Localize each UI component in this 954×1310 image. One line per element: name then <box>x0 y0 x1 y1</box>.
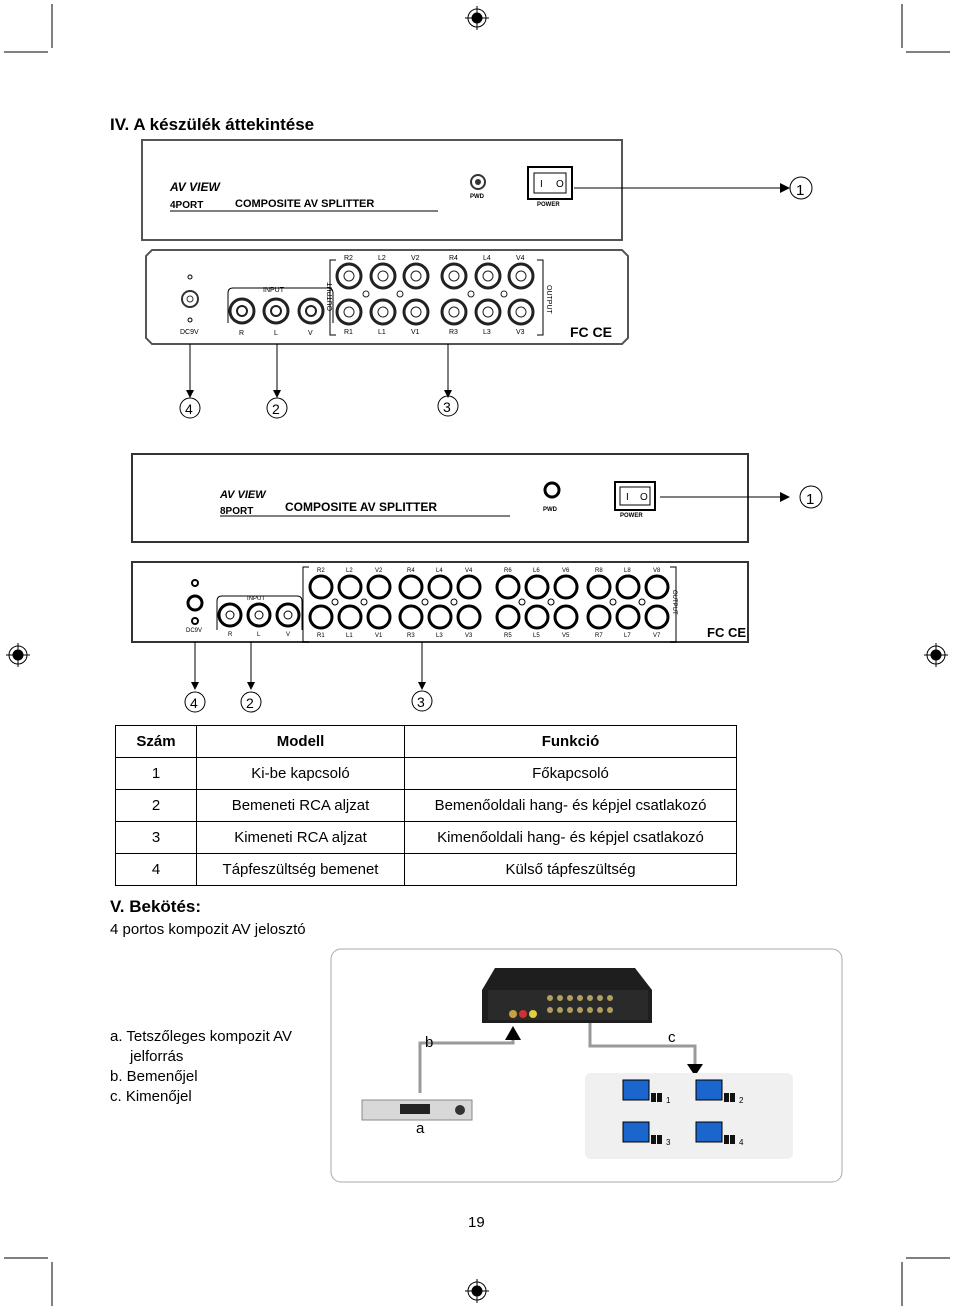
svg-text:R: R <box>239 330 245 337</box>
svg-text:4: 4 <box>739 1138 744 1147</box>
svg-text:L1: L1 <box>346 633 353 639</box>
svg-text:O: O <box>640 492 648 503</box>
svg-text:V4: V4 <box>465 568 473 574</box>
svg-text:R4: R4 <box>407 568 415 574</box>
svg-text:R: R <box>228 632 233 638</box>
svg-text:L2: L2 <box>378 255 386 262</box>
svg-text:R3: R3 <box>449 329 458 336</box>
svg-text:c: c <box>668 1029 676 1046</box>
svg-text:L7: L7 <box>624 633 631 639</box>
table-header-row <box>116 726 737 758</box>
registration-mark-right <box>924 643 948 667</box>
svg-text:V2: V2 <box>375 568 383 574</box>
section-5-subtitle: 4 portos kompozit AV jelosztó <box>110 921 306 938</box>
back-panel-8 <box>132 562 748 642</box>
svg-text:V7: V7 <box>653 633 661 639</box>
svg-text:2: 2 <box>272 401 280 417</box>
svg-text:1: 1 <box>806 491 815 508</box>
certification-marks: FC CE <box>570 324 612 340</box>
components-table <box>115 725 737 886</box>
svg-text:AV VIEW: AV VIEW <box>220 489 266 501</box>
svg-text:L3: L3 <box>436 633 443 639</box>
table-cell: 2 <box>116 790 197 822</box>
svg-text:4: 4 <box>185 401 193 417</box>
svg-text:L5: L5 <box>533 633 540 639</box>
svg-text:I: I <box>626 492 629 503</box>
svg-text:R2: R2 <box>317 568 325 574</box>
svg-text:L2: L2 <box>346 568 353 574</box>
table-cell: 1 <box>116 758 197 790</box>
section-5-title: V. Bekötés: <box>110 897 202 916</box>
brand-label: AV VIEW <box>170 180 220 194</box>
svg-text:1: 1 <box>666 1096 671 1105</box>
device-8port-diagram <box>125 450 835 720</box>
svg-text:R1: R1 <box>317 633 325 639</box>
table-cell: 4 <box>116 854 197 886</box>
table-cell: Kimeneti RCA aljzat <box>197 822 405 854</box>
table-cell: 3 <box>116 822 197 854</box>
svg-text:INPUT: INPUT <box>263 287 284 294</box>
table-row <box>116 822 737 854</box>
svg-text:3: 3 <box>417 694 425 710</box>
svg-text:L: L <box>274 330 278 337</box>
svg-text:4: 4 <box>190 695 198 711</box>
table-cell: Tápfeszültség bemenet <box>197 854 405 886</box>
svg-text:3: 3 <box>666 1138 671 1147</box>
svg-text:V6: V6 <box>562 568 570 574</box>
registration-mark-top <box>465 6 489 30</box>
svg-text:I: I <box>540 179 543 190</box>
table-cell: Külső tápfeszültség <box>405 854 737 886</box>
svg-text:a: a <box>416 1120 425 1137</box>
table-cell: Bemeneti RCA aljzat <box>197 790 405 822</box>
legend-b: b. Bemenőjel <box>110 1068 198 1085</box>
svg-text:FC CE: FC CE <box>707 625 746 640</box>
svg-text:R7: R7 <box>595 633 603 639</box>
svg-text:OUTPUT: OUTPUT <box>671 590 677 615</box>
svg-text:COMPOSITE AV SPLITTER: COMPOSITE AV SPLITTER <box>285 500 438 514</box>
svg-text:V1: V1 <box>375 633 383 639</box>
port-label: 4PORT <box>170 200 204 211</box>
svg-text:PWD: PWD <box>470 194 484 200</box>
svg-text:V1: V1 <box>411 329 420 336</box>
svg-text:DC9V: DC9V <box>180 329 199 336</box>
page-number: 19 <box>468 1214 485 1231</box>
svg-text:L1: L1 <box>378 329 386 336</box>
svg-text:POWER: POWER <box>537 202 560 208</box>
table-row <box>116 758 737 790</box>
svg-text:O: O <box>556 179 564 190</box>
connection-legend <box>110 1027 292 1107</box>
svg-text:8PORT: 8PORT <box>220 506 254 517</box>
section-4-title: IV. A készülék áttekintése <box>110 115 315 134</box>
svg-text:R2: R2 <box>344 255 353 262</box>
svg-text:R8: R8 <box>595 568 603 574</box>
svg-text:2: 2 <box>246 695 254 711</box>
table-cell: Kimenőoldali hang- és képjel csatlakozó <box>405 822 737 854</box>
svg-text:POWER: POWER <box>620 513 643 519</box>
splitter-device-image <box>482 968 652 1023</box>
device-4port-diagram <box>100 135 840 425</box>
svg-text:OUTPUT: OUTPUT <box>327 282 334 311</box>
svg-text:L4: L4 <box>436 568 443 574</box>
svg-text:V2: V2 <box>411 255 420 262</box>
registration-mark-left <box>6 643 30 667</box>
svg-text:OUTPUT: OUTPUT <box>545 285 552 314</box>
svg-text:V3: V3 <box>516 329 525 336</box>
svg-text:R6: R6 <box>504 568 512 574</box>
svg-text:V8: V8 <box>653 568 661 574</box>
svg-text:b: b <box>425 1034 434 1051</box>
model-label: COMPOSITE AV SPLITTER <box>235 198 375 210</box>
table-cell: Bemenőoldali hang- és képjel csatlakozó <box>405 790 737 822</box>
table-cell: Ki-be kapcsoló <box>197 758 405 790</box>
svg-text:V: V <box>286 632 291 638</box>
table-row <box>116 790 737 822</box>
svg-text:PWD: PWD <box>543 507 557 513</box>
svg-text:L4: L4 <box>483 255 491 262</box>
table-row <box>116 854 737 886</box>
svg-text:L3: L3 <box>483 329 491 336</box>
svg-text:1: 1 <box>796 182 805 199</box>
header-modell: Modell <box>197 726 405 758</box>
svg-text:R5: R5 <box>504 633 512 639</box>
legend-a: a. Tetszőleges kompozit AV <box>110 1028 293 1045</box>
svg-text:DC9V: DC9V <box>186 628 203 634</box>
source-device-image <box>362 1100 472 1120</box>
legend-c: c. Kimenőjel <box>110 1088 192 1105</box>
legend-a-cont: jelforrás <box>130 1048 184 1065</box>
svg-text:V5: V5 <box>562 633 570 639</box>
svg-text:V: V <box>308 330 313 337</box>
svg-text:L8: L8 <box>624 568 631 574</box>
svg-text:L6: L6 <box>533 568 540 574</box>
registration-mark-bottom <box>465 1279 489 1303</box>
header-szam: Szám <box>116 726 197 758</box>
svg-text:2: 2 <box>739 1096 744 1105</box>
svg-text:V4: V4 <box>516 255 525 262</box>
connection-diagram <box>330 948 844 1184</box>
table-cell: Főkapcsoló <box>405 758 737 790</box>
svg-text:R4: R4 <box>449 255 458 262</box>
svg-text:R1: R1 <box>344 329 353 336</box>
svg-text:INPUT: INPUT <box>247 596 265 602</box>
svg-text:L: L <box>257 632 261 638</box>
svg-text:3: 3 <box>443 399 451 415</box>
header-funkcio: Funkció <box>405 726 737 758</box>
svg-text:R3: R3 <box>407 633 415 639</box>
svg-text:V3: V3 <box>465 633 473 639</box>
